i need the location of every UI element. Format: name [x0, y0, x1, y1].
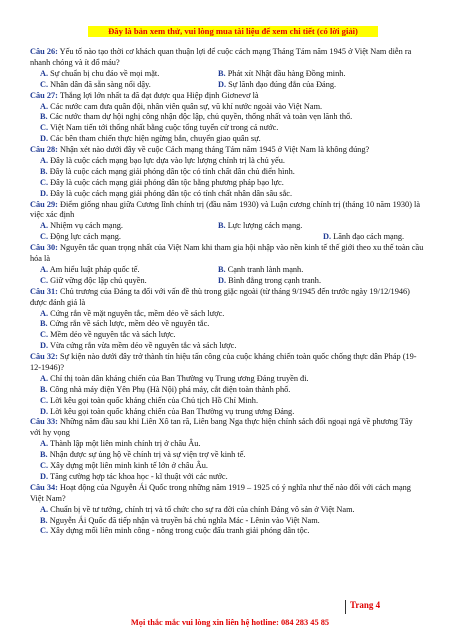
question-number: Câu 31: [30, 286, 58, 296]
option-b: B. Đây là cuộc cách mạng giải phóng dân tộc có tính chất dân chủ điển hình. [40, 166, 295, 176]
option-a: A. Chuẩn bị về tư tưởng, chính trị và tổ chức cho sự ra đời của chính Đảng vô sản ở Việt Nam. [40, 504, 355, 514]
option-b: B. Lực lượng cách mạng. [218, 221, 303, 231]
question-number: Câu 32: [30, 352, 58, 362]
question-text: Hoạt động của Nguyễn Ái Quốc trong những năm 1919 – 1925 có ý nghĩa như thế nào đối với cách mạng Việt Nam? [30, 482, 411, 503]
question-number: Câu 28: [30, 145, 58, 155]
page-number: Trang 4 [350, 600, 381, 610]
option-c: C. Xây dựng một liên minh kinh tế lớn ở châu Âu. [40, 461, 208, 471]
option-a: A. Cứng rắn về mặt nguyên tắc, mềm dẻo về sách lược. [40, 308, 225, 318]
page-divider [345, 600, 346, 614]
question-text: Điểm giống nhau giữa Cương lĩnh chính trị (đầu năm 1930) và Luận cương chính trị (tháng 10 năm 1930) là việc xác định [30, 199, 421, 220]
option-b: B. Công nhà máy điện Yên Phụ (Hà Nội) phá máy, cắt điện toàn thành phố. [40, 384, 291, 394]
option-d: D. Đây là cuộc cách mạng giải phóng dân tộc có tính chất nhân dân sâu sắc. [40, 188, 293, 198]
option-a: A. Các nước cam đưa quân đội, nhân viên quân sự, vũ khí nước ngoài vào Việt Nam. [40, 101, 323, 111]
option-d: D. Lãnh đạo cách mạng. [323, 232, 405, 242]
question-number: Câu 30: [30, 243, 58, 253]
option-row [30, 232, 425, 243]
option-d: D. Bình đẳng trong cạnh tranh. [218, 275, 322, 285]
option-d: D. Sự lãnh đạo đúng đắn của Đảng. [218, 79, 337, 89]
option-d: D. Tăng cường hợp tác khoa học - kĩ thuật với các nước. [40, 471, 228, 481]
question-list [30, 47, 425, 537]
question-31 [30, 287, 425, 309]
question-text: Sự kiện nào dưới đây trở thành tín hiệu tấn công của cuộc kháng chiến toàn quốc chống thực dân Pháp (19-12-1946)? [30, 352, 417, 372]
option-c: C. Động lực cách mạng. [40, 232, 122, 242]
question-text: Yếu tố nào tạo thời cơ khách quan thuận lợi để cuộc cách mạng Tháng Tám năm 1945 ở Việt Nam diễn ra nhanh chóng và ít đổ máu? [30, 47, 412, 67]
option-b: B. Nhận được sự ủng hộ về chính trị và sự viện trợ về kinh tế. [40, 450, 246, 460]
question-number: Câu 34: [30, 482, 58, 492]
question-text: Nguyên tắc quan trọng nhất của Việt Nam khi tham gia hội nhập vào nền kinh tế thế giới theo xu thế toàn cầu hóa là [30, 243, 424, 264]
question-34 [30, 483, 425, 505]
option-c: C. Đây là cuộc cách mạng giải phóng dân tộc bằng phương pháp bạo lực. [40, 177, 284, 187]
option-c: C. Xây dựng mối liên minh công - nông trong cuộc đấu tranh giải phóng dân tộc. [40, 526, 310, 536]
option-d: D. Các bên tham chiến thực hiện ngừng bắn, chuyển giao quân sự. [40, 134, 261, 144]
question-text: Thắng lợi lớn nhất ta đã đạt được qua Hiệp định Giơnevơ là [59, 90, 259, 100]
option-row [30, 80, 425, 91]
option-b: B. Phát xít Nhật đầu hàng Đồng minh. [218, 68, 346, 78]
option-b: B. Cạnh tranh lành mạnh. [218, 264, 304, 274]
option-c: C. Việt Nam tiến tới thống nhất bằng cuộc tổng tuyển cử trong cả nước. [40, 123, 279, 133]
question-number: Câu 27: [30, 90, 58, 100]
question-26 [30, 47, 425, 69]
question-29 [30, 200, 425, 222]
hotline-footer: Mọi thắc mắc vui lòng xin liên hệ hotline: 084 283 45 85 [130, 618, 330, 627]
option-a: A. Chỉ thị toàn dân kháng chiến của Ban Thường vụ Trung ương Đảng truyền đi. [40, 373, 309, 383]
option-a: A. Thành lập một liên minh chính trị ở châu Âu. [40, 439, 201, 449]
question-text: Chủ trương của Đảng ta đối với vấn đề thù trong giặc ngoài (từ tháng 9/1945 đến trước ngày 19/12/1946) được đánh giá là [30, 286, 410, 307]
option-a: A. Nhiệm vụ cách mạng. [40, 221, 123, 231]
option-a: A. Am hiểu luật pháp quốc tế. [40, 264, 140, 274]
question-33 [30, 417, 425, 439]
option-a: A. Đây là cuộc cách mạng bạo lực dựa vào lực lượng chính trị là chủ yếu. [40, 155, 285, 165]
question-30 [30, 243, 425, 265]
option-b: B. Các nước tham dự hội nghị công nhận độc lập, chủ quyền, thống nhất và toàn vẹn lãnh thổ. [40, 112, 353, 122]
option-row [30, 221, 425, 232]
option-c: C. Lời kêu gọi toàn quốc kháng chiến của Chủ tịch Hồ Chí Minh. [40, 395, 259, 405]
option-d: D. Lời kêu gọi toàn quốc kháng chiến của Ban Thường vụ trung ương Đảng. [40, 406, 295, 416]
option-row [30, 69, 425, 80]
option-c: C. Nhân dân đã sẵn sàng nổi dậy. [40, 79, 151, 89]
question-number: Câu 29: [30, 199, 58, 209]
question-number: Câu 26: [30, 47, 58, 56]
question-text: Nhận xét nào dưới đây về cuộc Cách mạng tháng Tám năm 1945 ở Việt Nam là không đúng? [59, 145, 370, 155]
preview-banner: Đây là bản xem thử, vui lòng mua tài liệu để xem chi tiết (có lời giải) [88, 26, 378, 37]
option-b: B. Cứng rắn về sách lược, mềm dẻo về nguyên tắc. [40, 319, 210, 329]
question-number: Câu 33: [30, 417, 58, 427]
option-b: B. Nguyễn Ái Quốc đã tiếp nhận và truyền bá chủ nghĩa Mác - Lênin vào Việt Nam. [40, 515, 320, 525]
question-27 [30, 91, 425, 102]
option-row [30, 276, 425, 287]
option-c: C. Mềm dẻo về nguyên tắc và sách lược. [40, 330, 176, 340]
question-text: Những năm đầu sau khi Liên Xô tan rã, Liên bang Nga thực hiện chính sách đối ngoại ngả về phương Tây với hy vọng [30, 417, 413, 438]
option-c: C. Giữ vững độc lập chủ quyền. [40, 275, 147, 285]
question-32 [30, 352, 425, 374]
option-row [30, 265, 425, 276]
question-28 [30, 145, 425, 156]
option-a: A. Sự chuẩn bị chu đáo về mọi mặt. [40, 68, 160, 78]
option-d: D. Vừa cứng rắn vừa mềm dẻo về nguyên tắc và sách lược. [40, 341, 237, 351]
